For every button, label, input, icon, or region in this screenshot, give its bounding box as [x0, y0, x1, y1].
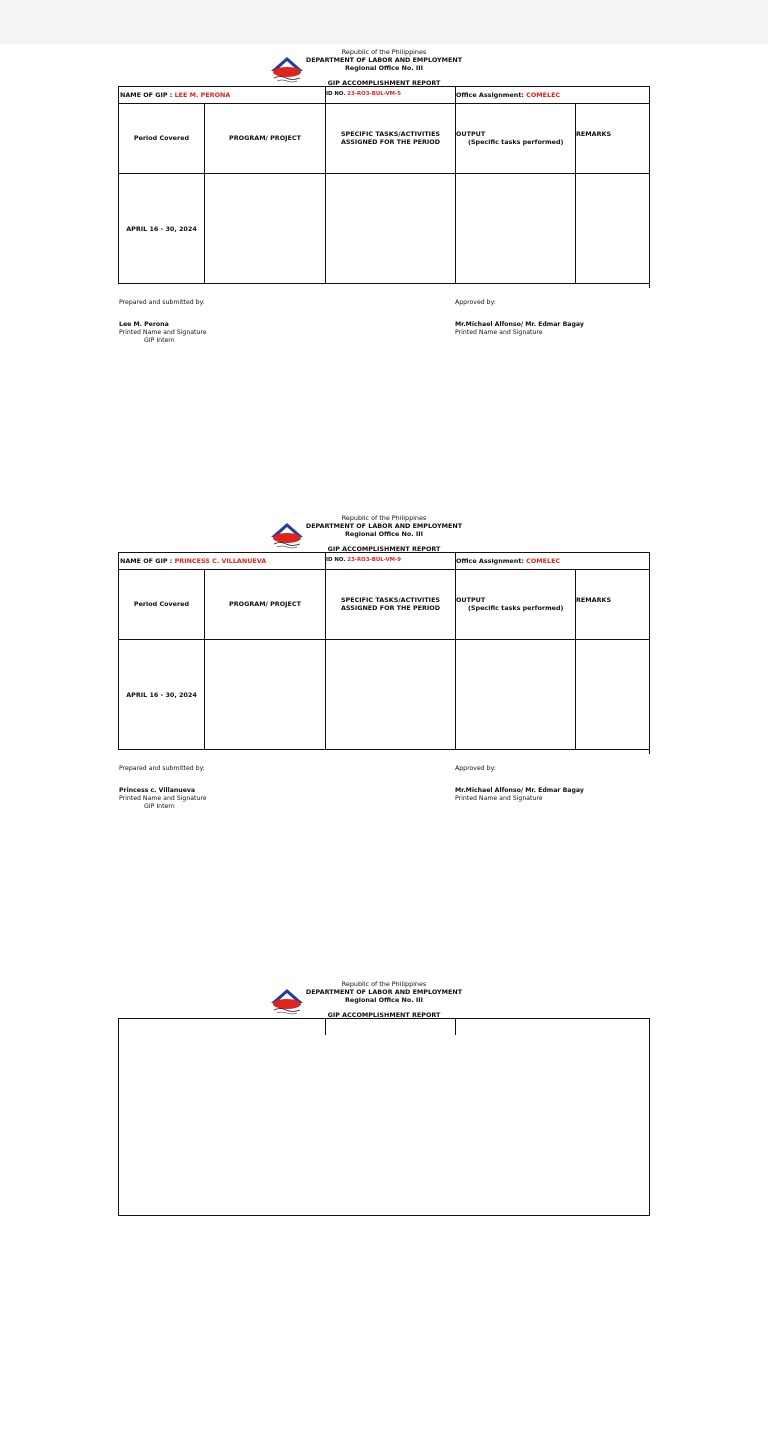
approver-printed-name-caption: Printed Name and Signature: [455, 329, 543, 336]
office-assignment-label: Office Assignment:: [456, 91, 527, 99]
preparer-printed-name-caption: Printed Name and Signature: [119, 795, 207, 802]
column-output: [456, 596, 563, 612]
column-output: [456, 130, 563, 146]
office-assignment-label: Office Assignment:: [456, 557, 527, 565]
id-number-label: ID NO.: [326, 557, 348, 563]
column-period-covered: Period Covered: [133, 600, 190, 608]
preparer-name: Princess c. Villanueva: [119, 787, 196, 794]
approver-signature-block: [455, 787, 584, 803]
office-assignment-field: [456, 91, 560, 99]
report-page-3: [0, 976, 768, 1442]
column-specific-tasks-line2: ASSIGNED FOR THE PERIOD: [340, 604, 441, 612]
header-republic: Republic of the Philippines: [341, 48, 427, 56]
report-title: GIP ACCOMPLISHMENT REPORT: [327, 79, 441, 87]
column-output-line1: OUTPUT: [456, 596, 486, 604]
approver-printed-name-caption: Printed Name and Signature: [455, 795, 543, 802]
header-regional-office: Regional Office No. III: [344, 64, 424, 72]
id-number-field: [326, 90, 401, 98]
gip-name-value: PRINCESS C. VILLANUEVA: [174, 557, 267, 565]
preparer-role: GIP Intern: [144, 803, 175, 810]
column-program-project: PROGRAM/ PROJECT: [229, 600, 301, 608]
column-specific-tasks: [326, 130, 455, 146]
column-output-line2: (Specific tasks performed): [468, 604, 564, 612]
approved-by-label: Approved by:: [455, 299, 496, 306]
column-specific-tasks-line1: SPECIFIC TASKS/ACTIVITIES: [340, 596, 441, 604]
header-department: DEPARTMENT OF LABOR AND EMPLOYMENT: [305, 56, 463, 64]
office-assignment-value: COMELEC: [526, 91, 561, 99]
approver-name: Mr.Michael Alfonso/ Mr. Edmar Bagay: [455, 321, 584, 328]
preparer-printed-name-caption: Printed Name and Signature: [119, 329, 207, 336]
gip-name-label: NAME OF GIP :: [120, 91, 175, 99]
column-specific-tasks: [326, 596, 455, 612]
gip-name-label: NAME OF GIP :: [120, 557, 175, 565]
header-department: DEPARTMENT OF LABOR AND EMPLOYMENT: [305, 988, 463, 996]
column-remarks: REMARKS: [576, 596, 612, 604]
accomplishment-table: [118, 1018, 650, 1216]
prepared-by-label: Prepared and submitted by:: [119, 765, 205, 772]
report-page-1: [0, 44, 768, 510]
header-regional-office: Regional Office No. III: [344, 530, 424, 538]
column-specific-tasks-line1: SPECIFIC TASKS/ACTIVITIES: [340, 130, 441, 138]
column-remarks: REMARKS: [576, 130, 612, 138]
period-covered-value: APRIL 16 - 30, 2024: [126, 225, 197, 233]
office-assignment-field: [456, 557, 560, 565]
column-specific-tasks-line2: ASSIGNED FOR THE PERIOD: [340, 138, 441, 146]
preparer-signature-block: [119, 787, 207, 811]
header-republic: Republic of the Philippines: [341, 514, 427, 522]
period-covered-value: APRIL 16 - 30, 2024: [126, 691, 197, 699]
gip-name-field: [120, 91, 230, 99]
report-title: GIP ACCOMPLISHMENT REPORT: [327, 1011, 441, 1019]
report-page-2: [0, 510, 768, 976]
report-title: GIP ACCOMPLISHMENT REPORT: [327, 545, 441, 553]
preparer-signature-block: [119, 321, 207, 345]
header-department: DEPARTMENT OF LABOR AND EMPLOYMENT: [305, 522, 463, 530]
approved-by-label: Approved by:: [455, 765, 496, 772]
id-number-value: 23-RO3-BUL-VM-9: [347, 557, 402, 563]
gip-name-field: [120, 557, 266, 565]
gip-name-value: LEE M. PERONA: [174, 91, 231, 99]
column-period-covered: Period Covered: [133, 134, 190, 142]
id-number-label: ID NO.: [326, 91, 348, 97]
header-republic: Republic of the Philippines: [341, 980, 427, 988]
column-output-line1: OUTPUT: [456, 130, 486, 138]
id-number-value: 23-RO3-BUL-VM-5: [347, 91, 402, 97]
office-assignment-value: COMELEC: [526, 557, 561, 565]
accomplishment-table: [118, 552, 650, 750]
header-regional-office: Regional Office No. III: [344, 996, 424, 1004]
id-number-field: [326, 556, 401, 564]
approver-signature-block: [455, 321, 584, 337]
accomplishment-table: [118, 86, 650, 284]
approver-name: Mr.Michael Alfonso/ Mr. Edmar Bagay: [455, 787, 584, 794]
column-program-project: PROGRAM/ PROJECT: [229, 134, 301, 142]
column-output-line2: (Specific tasks performed): [468, 138, 564, 146]
prepared-by-label: Prepared and submitted by:: [119, 299, 205, 306]
preparer-role: GIP Intern: [144, 337, 175, 344]
preparer-name: Lee M. Perona: [119, 321, 169, 328]
